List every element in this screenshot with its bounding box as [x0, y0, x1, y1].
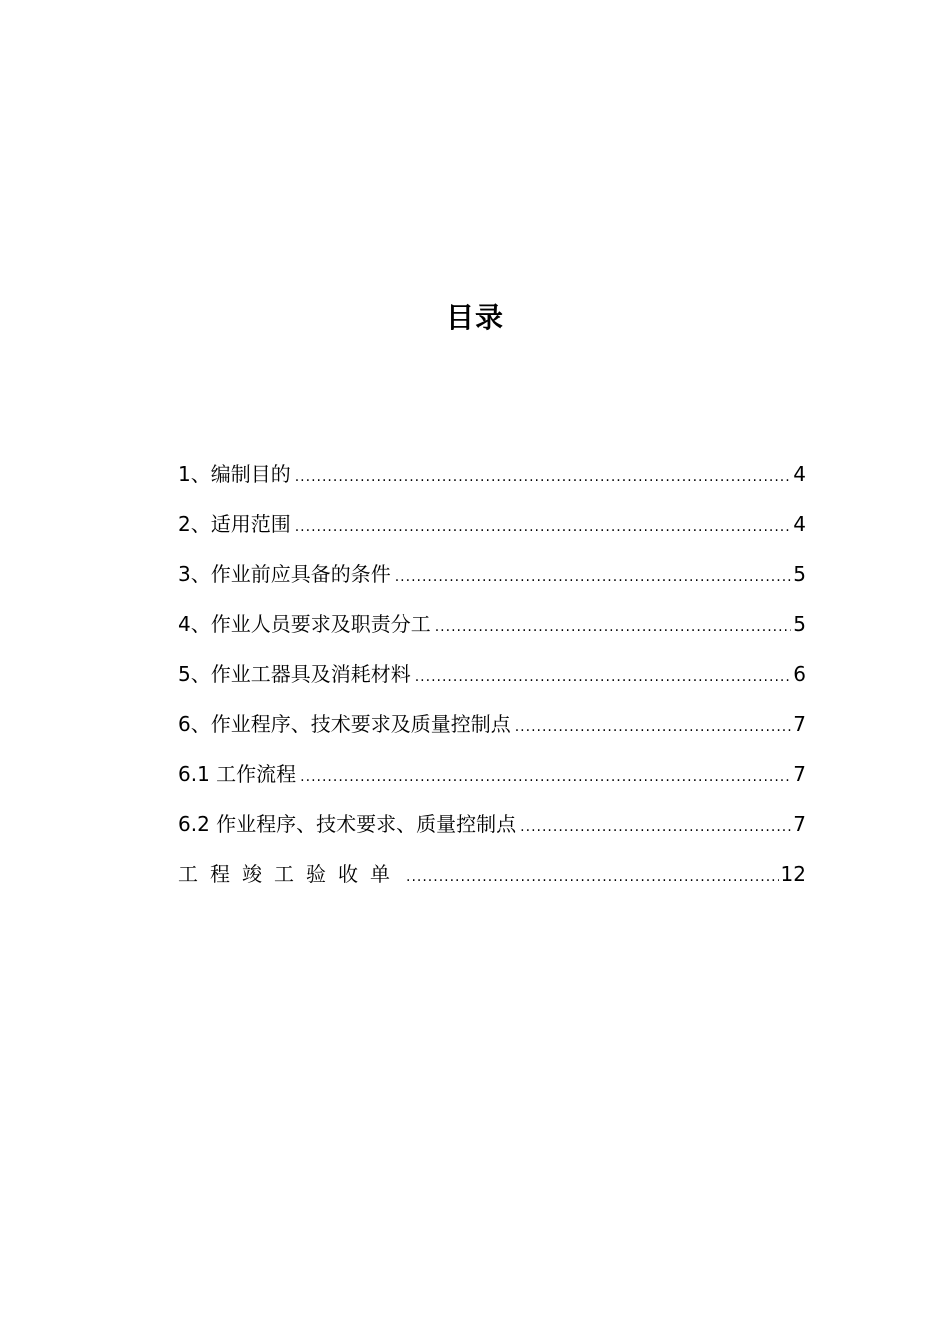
toc-entry-page: 4: [793, 462, 806, 486]
toc-entry-label: 6、作业程序、技术要求及质量控制点: [178, 712, 511, 736]
toc-entry[interactable]: [178, 456, 806, 506]
toc-entry-page: 5: [793, 612, 806, 636]
toc-entry-label: 1、编制目的: [178, 462, 291, 486]
toc-entry-label: 4、作业人员要求及职责分工: [178, 612, 431, 636]
toc-dot-leader: [295, 509, 792, 545]
toc-entry[interactable]: [178, 556, 806, 606]
toc-entry-page: 5: [793, 562, 806, 586]
toc-entry[interactable]: [178, 756, 806, 806]
toc-dot-leader: [406, 859, 779, 895]
toc-dot-leader: [295, 459, 792, 495]
toc-dot-leader: [300, 759, 791, 795]
toc-entry-page: 7: [793, 762, 806, 786]
toc-entry[interactable]: [178, 706, 806, 756]
toc-entry-label: 5、作业工器具及消耗材料: [178, 662, 411, 686]
toc-dot-leader: [520, 809, 791, 845]
toc-entry[interactable]: [178, 656, 806, 706]
toc-dot-leader: [515, 709, 792, 745]
toc-entry-label: 6.1 工作流程: [178, 762, 297, 786]
toc-entry-page: 12: [780, 862, 806, 886]
toc-dot-leader: [435, 609, 792, 645]
toc-entry-label: 6.2 作业程序、技术要求、质量控制点: [178, 812, 517, 836]
toc-dot-leader: [395, 559, 792, 595]
toc-entry[interactable]: [178, 506, 806, 556]
toc-entry-label: 3、作业前应具备的条件: [178, 562, 391, 586]
toc-entry-label: 工程竣工验收单: [178, 862, 402, 886]
toc-entry[interactable]: [178, 806, 806, 856]
toc-entry-page: 4: [793, 512, 806, 536]
toc-entry-page: 7: [793, 812, 806, 836]
toc-entry-page: 7: [793, 712, 806, 736]
toc-entry[interactable]: [178, 606, 806, 656]
toc-entry[interactable]: [178, 856, 806, 906]
toc-entry-label: 2、适用范围: [178, 512, 291, 536]
toc-dot-leader: [415, 659, 792, 695]
table-of-contents: [178, 456, 806, 906]
toc-title: 目录: [445, 301, 504, 334]
toc-entry-page: 6: [793, 662, 806, 686]
